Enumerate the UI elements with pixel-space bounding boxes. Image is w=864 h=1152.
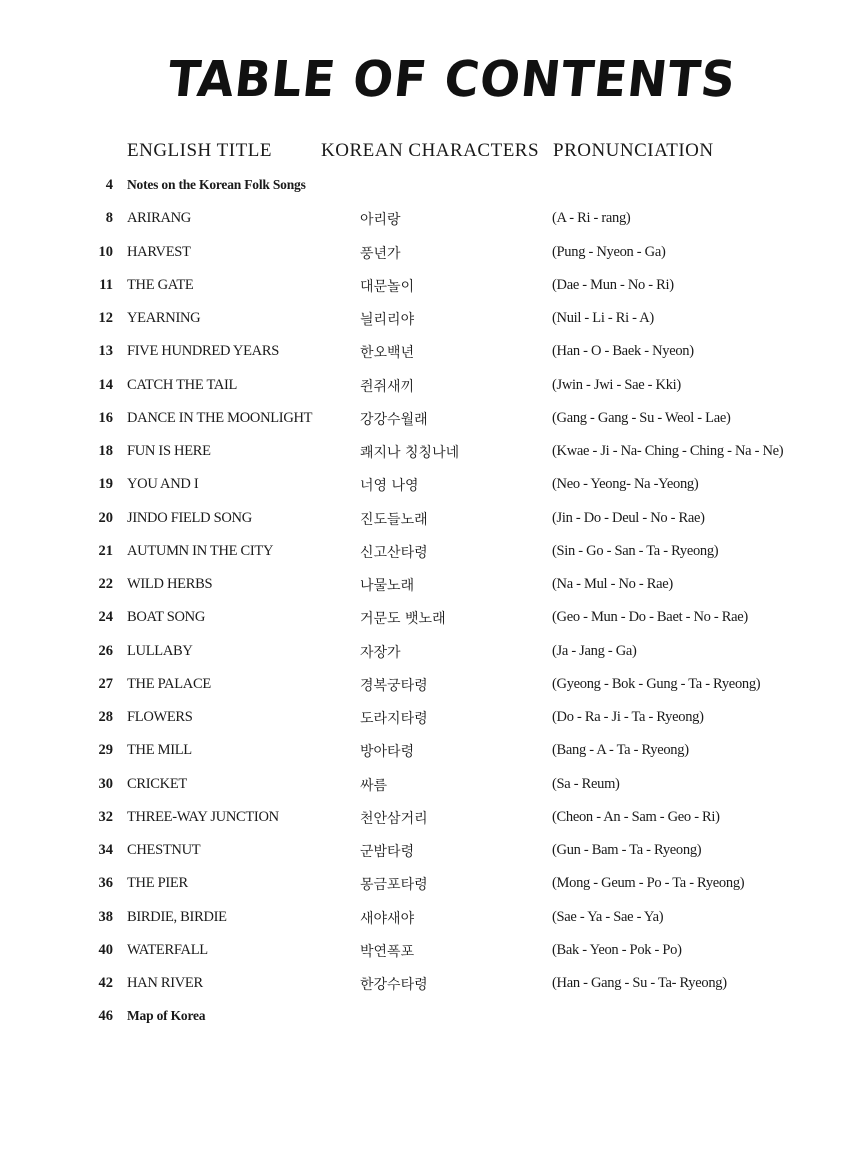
toc-entry[interactable]: [0, 571, 864, 604]
pronunciation: (Sin - Go - San - Ta - Ryeong): [552, 542, 719, 559]
pronunciation: (Han - O - Baek - Nyeon): [552, 343, 694, 360]
english-title: DANCE IN THE MOONLIGHT: [127, 409, 313, 426]
page-number: 8: [105, 210, 113, 227]
pronunciation: (Neo - Yeong- Na -Yeong): [552, 476, 699, 493]
toc-entry[interactable]: [0, 937, 864, 970]
toc-entry[interactable]: [0, 372, 864, 405]
pronunciation: (Sa - Reum): [552, 775, 620, 792]
pronunciation: (Kwae - Ji - Na- Ching - Ching - Na - Ne): [552, 443, 784, 459]
page-number: 38: [98, 908, 113, 925]
korean-title: 풍년가: [360, 245, 401, 262]
korean-title: 너영 나영: [360, 478, 419, 495]
pronunciation: (Geo - Mun - Do - Baet - No - Rae): [552, 609, 748, 626]
english-title: CRICKET: [127, 775, 187, 792]
english-title: HARVEST: [127, 243, 191, 260]
page-number: 46: [98, 1008, 113, 1025]
pronunciation: (A - Ri - rang): [552, 210, 631, 227]
english-title: FLOWERS: [127, 709, 193, 725]
page-number: 42: [98, 975, 113, 991]
page-number: 16: [98, 409, 113, 426]
korean-title: 싸름: [360, 777, 388, 794]
toc-entry[interactable]: [0, 305, 864, 338]
toc-entry[interactable]: [0, 505, 864, 538]
column-header-korean: KOREAN CHARACTERS: [321, 140, 540, 161]
page-number: 40: [98, 941, 113, 958]
pronunciation: (Nuil - Li - Ri - A): [552, 310, 654, 326]
english-title: WATERFALL: [127, 941, 208, 958]
page-number: 36: [98, 875, 113, 892]
page-number: 19: [98, 476, 113, 493]
english-title: BIRDIE, BIRDIE: [127, 908, 227, 925]
pronunciation: (Bang - A - Ta - Ryeong): [552, 742, 689, 759]
english-title: ARIRANG: [127, 210, 191, 227]
page-number: 27: [98, 675, 113, 692]
toc-entry[interactable]: [0, 771, 864, 804]
korean-title: 자장가: [360, 644, 401, 661]
toc-entry[interactable]: [0, 970, 864, 1003]
page-number: 12: [98, 310, 113, 326]
korean-title: 새야새야: [360, 910, 415, 927]
page-number: 28: [98, 709, 113, 725]
english-title: JINDO FIELD SONG: [127, 509, 252, 526]
pronunciation: (Ja - Jang - Ga): [552, 642, 637, 659]
english-title: HAN RIVER: [127, 975, 203, 991]
korean-title: 군밤타령: [360, 844, 415, 860]
korean-title: 몽금포타령: [360, 877, 428, 894]
korean-title: 대문놀이: [360, 278, 415, 295]
english-title: CATCH THE TAIL: [127, 376, 238, 393]
korean-title: 아리랑: [360, 212, 401, 229]
page-number: 34: [98, 842, 113, 858]
page-number: 29: [98, 742, 113, 759]
pronunciation: (Gang - Gang - Su - Weol - Lae): [552, 409, 731, 426]
page-number: 32: [98, 808, 113, 825]
korean-title: 박연폭포: [360, 943, 415, 960]
korean-title: 쾌지나 칭칭나네: [360, 445, 460, 461]
toc-entry[interactable]: [0, 704, 864, 737]
page-number: 18: [98, 443, 113, 459]
toc-entry[interactable]: [0, 804, 864, 837]
pronunciation: (Mong - Geum - Po - Ta - Ryeong): [552, 875, 745, 892]
toc-entry[interactable]: [0, 538, 864, 571]
pronunciation: (Pung - Nyeon - Ga): [552, 243, 666, 260]
korean-title: 도라지타령: [360, 711, 428, 727]
pronunciation: (Jin - Do - Deul - No - Rae): [552, 509, 705, 526]
toc-entry[interactable]: [0, 671, 864, 704]
page-number: 22: [98, 576, 113, 592]
toc-entry[interactable]: [0, 870, 864, 903]
english-title: THREE-WAY JUNCTION: [127, 808, 279, 825]
toc-entry[interactable]: [0, 272, 864, 305]
pronunciation: (Gyeong - Bok - Gung - Ta - Ryeong): [552, 675, 761, 692]
toc-entry[interactable]: [0, 837, 864, 870]
toc-entry[interactable]: [0, 405, 864, 438]
english-title: YOU AND I: [127, 476, 199, 493]
pronunciation: (Sae - Ya - Sae - Ya): [552, 908, 664, 925]
pronunciation: (Jwin - Jwi - Sae - Kki): [552, 376, 681, 393]
toc-entry[interactable]: [0, 438, 864, 471]
english-title: Map of Korea: [127, 1008, 206, 1024]
korean-title: 나물노래: [360, 578, 415, 594]
korean-title: 강강수월래: [360, 411, 428, 428]
page-number: 14: [98, 376, 113, 393]
korean-title: 한오백년: [360, 345, 415, 362]
english-title: THE PIER: [127, 875, 188, 892]
page-number: 10: [98, 243, 113, 260]
english-title: FUN IS HERE: [127, 443, 211, 459]
pronunciation: (Do - Ra - Ji - Ta - Ryeong): [552, 709, 704, 725]
toc-entry[interactable]: [0, 638, 864, 671]
english-title: Notes on the Korean Folk Songs: [127, 177, 306, 192]
page-number: 20: [98, 509, 113, 526]
korean-title: 늴리리야: [360, 312, 415, 328]
korean-title: 방아타령: [360, 744, 415, 761]
english-title: THE MILL: [127, 742, 192, 759]
page-number: 21: [98, 542, 113, 559]
column-header-english: ENGLISH TITLE: [127, 140, 272, 161]
korean-title: 경복궁타령: [360, 677, 428, 694]
toc-entry[interactable]: [0, 471, 864, 504]
page-title: TABLE OF CONTENTS: [165, 50, 739, 109]
toc-entry[interactable]: [0, 904, 864, 937]
toc-entry[interactable]: [0, 172, 864, 205]
pronunciation: (Bak - Yeon - Pok - Po): [552, 941, 682, 958]
contents-list: [0, 172, 864, 1037]
english-title: YEARNING: [127, 310, 201, 326]
pronunciation: (Han - Gang - Su - Ta- Ryeong): [552, 975, 727, 991]
english-title: LULLABY: [127, 642, 193, 659]
english-title: AUTUMN IN THE CITY: [127, 542, 274, 559]
korean-title: 신고산타령: [360, 544, 428, 561]
page-number: 4: [105, 177, 113, 193]
korean-title: 한강수타령: [360, 977, 428, 993]
pronunciation: (Dae - Mun - No - Ri): [552, 276, 674, 293]
english-title: BOAT SONG: [127, 609, 206, 626]
english-title: THE GATE: [127, 276, 194, 293]
english-title: CHESTNUT: [127, 842, 201, 858]
toc-entry[interactable]: [0, 737, 864, 770]
korean-title: 쥔쥐새끼: [360, 378, 415, 395]
toc-entry[interactable]: [0, 604, 864, 637]
english-title: FIVE HUNDRED YEARS: [127, 343, 279, 360]
toc-entry[interactable]: [0, 1003, 864, 1036]
english-title: THE PALACE: [127, 675, 211, 692]
page-number: 30: [98, 775, 113, 792]
korean-title: 진도들노래: [360, 511, 428, 528]
pronunciation: (Gun - Bam - Ta - Ryeong): [552, 842, 702, 858]
korean-title: 거문도 뱃노래: [360, 611, 446, 628]
pronunciation: (Na - Mul - No - Rae): [552, 576, 673, 592]
toc-entry[interactable]: [0, 205, 864, 238]
page-number: 13: [98, 343, 113, 360]
toc-entry[interactable]: [0, 338, 864, 371]
page-number: 26: [98, 642, 113, 659]
page-number: 24: [98, 609, 113, 626]
english-title: WILD HERBS: [127, 576, 213, 592]
pronunciation: (Cheon - An - Sam - Geo - Ri): [552, 808, 720, 825]
column-header-pronunciation: PRONUNCIATION: [553, 140, 714, 161]
toc-entry[interactable]: [0, 239, 864, 272]
page-number: 11: [99, 276, 113, 293]
korean-title: 천안삼거리: [360, 810, 428, 827]
